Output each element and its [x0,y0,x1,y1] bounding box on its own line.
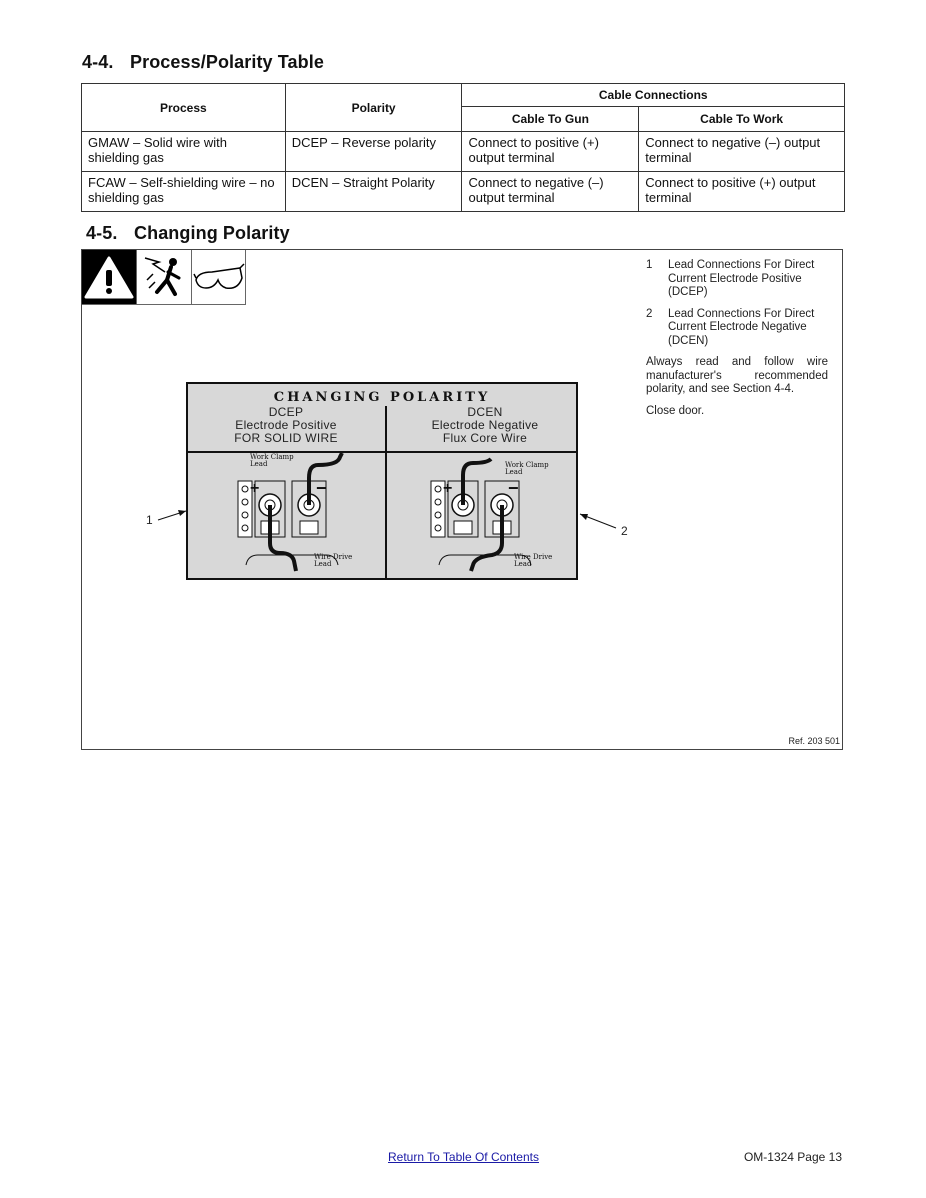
table-row [82,172,845,212]
list-item [646,308,828,349]
polarity-diagram [186,382,578,580]
label-line: Electrode Positive [235,418,337,432]
wire-drive-lead-label: Wire Drive Lead [314,553,353,568]
callout-arrow-1 [150,500,190,530]
section-number: 4-4. [82,52,114,72]
cell-polarity: DCEN – Straight Polarity [285,172,462,212]
label-line: Electrode Negative [431,418,539,432]
item-text: Lead Connections For Direct Current Electrode Positive (DCEP) [668,259,815,298]
warning-icon [82,250,137,305]
dcep-terminal-diagram [188,453,384,578]
header-cable-connections: Cable Connections [462,84,845,107]
minus-sign: − [508,478,519,498]
callout-1: 1 [146,513,153,527]
cell-work: Connect to positive (+) output terminal [639,172,845,212]
section-4-4-heading [82,52,324,73]
page-number: OM-1324 Page 13 [743,1150,842,1164]
dcen-label [387,406,583,445]
header-cable-to-work: Cable To Work [639,107,845,132]
diagram-title: CHANGING POLARITY [273,390,491,405]
header-process: Process [82,84,286,132]
plus-sign: + [443,480,453,497]
header-cable-to-gun: Cable To Gun [462,107,639,132]
dcep-label [188,406,384,445]
section-4-5-heading [86,223,290,244]
process-polarity-table [81,83,845,212]
item-number: 2 [646,307,653,320]
work-clamp-lead-label: Work Clamp Lead [505,461,549,476]
plus-sign: + [250,480,260,497]
item-number: 1 [646,259,653,271]
table-row [82,132,845,172]
cell-gun: Connect to negative (–) output terminal [462,172,639,212]
minus-sign: − [316,478,327,498]
list-item [646,259,828,300]
cell-process: FCAW – Self-shielding wire – no shielding gas [82,172,286,212]
reference-number: Ref. 203 501 [788,736,840,746]
item-text: Lead Connections For Direct Current Electrode Negative (DCEN) [668,307,815,347]
callout-2: 2 [621,524,628,538]
electric-shock-icon [137,250,192,305]
section-number: 4-5. [86,223,118,243]
cell-polarity: DCEP – Reverse polarity [285,132,462,172]
work-clamp-lead-label: Work Clamp Lead [250,453,294,468]
instructions [646,259,828,426]
label-line: DCEN [467,405,503,419]
instruction-text: Always read and follow wire manufacturer's recommended polarity, and see Section 4-4. [646,356,828,395]
header-polarity: Polarity [285,84,462,132]
instruction-text: Close door. [646,404,705,417]
cell-gun: Connect to positive (+) output terminal [462,132,639,172]
callout-arrow-2 [576,506,622,536]
label-line: FOR SOLID WIRE [234,431,338,445]
label-line: DCEP [268,405,304,419]
cell-work: Connect to negative (–) output terminal [639,132,845,172]
wire-drive-lead-label: Wire Drive Lead [514,553,553,568]
safety-glasses-icon [192,250,246,305]
section-title: Process/Polarity Table [130,52,324,72]
label-line: Flux Core Wire [442,431,528,445]
return-to-toc-link[interactable]: Return To Table Of Contents [388,1150,539,1164]
section-title: Changing Polarity [134,223,290,243]
cell-process: GMAW – Solid wire with shielding gas [82,132,286,172]
